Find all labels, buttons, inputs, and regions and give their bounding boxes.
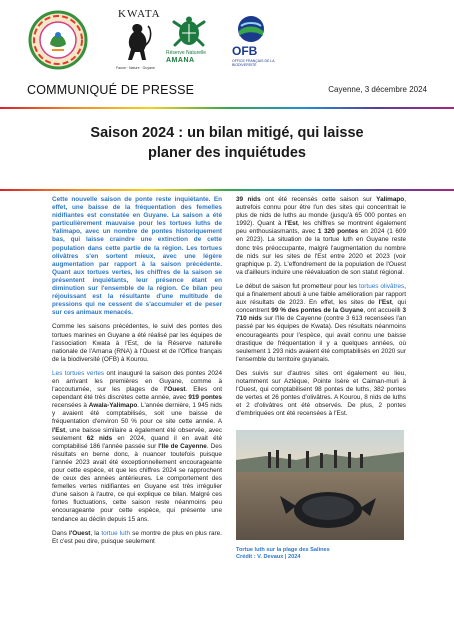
text-span: Le début de saison fut prometteur pour les xyxy=(236,282,359,290)
monitoring-paragraph: Comme les saisons précédentes, le suivi des pontes des tortues marines en Guyane a été réalisé par les équipes de l'association Kwata à l'Est, de la Réserve naturelle nationale de l'Amana (RNA) à l'Ouest et de l'Office français de la biodiversité (OFB) à Kourou. xyxy=(52,323,222,363)
rainbow-divider-top xyxy=(0,107,454,109)
text-span: ont inauguré la saison des pontes 2024 en arrivant les premières en Guyane, comme à l'accoutumée, sur les plages de xyxy=(52,369,223,394)
awala-bold: Awala-Yalimapo xyxy=(88,402,138,410)
left-column xyxy=(52,196,222,552)
text-span: . Elles ont cependant été très discrètes cette année, avec xyxy=(52,386,222,402)
title-line-1: Saison 2024 : un bilan mitigé, qui laisse xyxy=(90,125,364,141)
press-header xyxy=(27,83,427,99)
association-circle-logo xyxy=(28,10,88,70)
turtle-icon xyxy=(172,16,206,48)
amana-logo-line1: Réserve Naturelle xyxy=(166,50,207,56)
ofb-emblem-icon xyxy=(236,14,266,44)
count-62-bold: 62 nids xyxy=(86,434,113,442)
olive-ridley-paragraph xyxy=(236,283,406,364)
logo-row xyxy=(28,6,428,76)
yalimapo-bold: Yalimapo xyxy=(376,196,405,203)
leatherback-highlight: tortue luth xyxy=(101,529,131,537)
ouest-bold-2: l'Ouest xyxy=(69,529,91,537)
monkey-icon xyxy=(120,22,154,62)
ofb-logo-title: OFB xyxy=(232,44,258,58)
text-span: se montre de plus en plus rare. Et c'est peu dire, puisque seulement xyxy=(52,529,223,545)
kwata-logo-title: KWATA xyxy=(118,8,161,20)
text-span: . L'année dernière, 1 945 nids y avaient été comptabilisés, soit une baisse de fréquentation d'environ 50 % pour ce site cette année. A xyxy=(52,402,222,426)
caption-credit: Crédit : V. Devaux | 2024 xyxy=(236,553,301,560)
green-turtle-highlight: Les tortues vertes xyxy=(52,369,105,377)
page-title xyxy=(0,123,454,163)
count-3710-bold: 3 710 nids xyxy=(236,307,407,323)
title-line-2: planer des inquiétudes xyxy=(148,145,306,161)
text-span: , la xyxy=(90,529,102,537)
count-39-bold: 39 nids xyxy=(236,196,261,203)
cayenne-bold: l'Ile de Cayenne xyxy=(158,442,207,450)
kwata-logo-tagline: Faune · Nature · Guyane xyxy=(116,66,155,70)
text-span: , qui a finalement abouti à une faible amélioration par rapport aux résultats de 2023. En effet, les sites de xyxy=(236,282,406,307)
reserve-amana-logo xyxy=(166,16,212,72)
count-1320-bold: 1 320 pontes xyxy=(317,228,359,236)
photo-caption xyxy=(236,547,406,561)
ouest-bold: l'Ouest xyxy=(164,386,186,394)
green-turtle-paragraph xyxy=(52,370,222,524)
text-span: Dans xyxy=(52,529,69,537)
right-column xyxy=(236,196,406,561)
pct-99-bold: 99 % des pontes de la Guyane xyxy=(271,307,364,315)
text-span: ont été recensés cette saison sur xyxy=(260,196,377,203)
rainbow-divider-bottom xyxy=(0,189,454,191)
press-release-label: COMMUNIQUÉ DE PRESSE xyxy=(27,83,195,97)
est-bold-3: l'Est xyxy=(378,299,392,307)
leatherback-beach-photo xyxy=(236,430,404,540)
olive-ridley-highlight: tortues olivâtres xyxy=(358,282,405,290)
text-span: . Des résultats en berne donc, à nuancer toutefois puisque l'année 2023 avait été exceptionnellement encourageante pour cette espèce, et que les chiffres 2024 se rapprochent de ceux des années antérieures. Le comportement des femelles vertes nidifiantes en Guyane est très irrégulier d'une saison à l'autre, ce qui explique ce bilan. Malgré ces fortes fluctuations, cette saison reste néanmoins peu encourageante pour cette espèce, qui présente une tendance au déclin depuis 15 ans. xyxy=(52,442,222,523)
text-span: sur l'Ile de Cayenne (contre 3 613 recensées l'an passé par les équipes de Kwata). Des résultats néanmoins encourageants pour l'espèce, qui avait connu une baisse drastique de fréquentation il y a quelques années, où seulement 1 293 nids avaient été comptabilisés en 2020 sur l'ensemble du territoire guyanais. xyxy=(236,315,407,363)
intro-paragraph: Cette nouvelle saison de ponte reste inquiétante. En effet, une baisse de la fréquentation des femelles nidifiantes est constatée en Guyane. La saison a été particulièrement mauvaise pour les tortues luths de Yalimapo, avec un nombre de pontes historiquement bas, qui laisse craindre une extinction de cette population dans cette partie de la région. Les tortues olivâtres s'en sortent mieux, avec une légère augmentation par rapport à la saison précédente. Quant aux tortues vertes, les chiffres de la saison se présentent inquiétants, leur présence étant en diminution sur l'ensemble de la région. Ce bilan peu réjouissant est la résultante d'une multitude de pressions qui ne cessent de s'accumuler et de peser sur ces animaux menacés. xyxy=(52,196,222,317)
leatherback-paragraph-continued xyxy=(236,196,406,277)
text-span: , ont accueilli xyxy=(363,307,403,315)
est-bold: l'Est xyxy=(52,426,66,434)
kwata-logo xyxy=(116,8,161,70)
text-span: , qui concentrent xyxy=(236,299,406,315)
text-span: en 2024 (1 609 en 2023). La situation de la tortue luth en Guyane reste donc très préoccupante, malgré l'augmentation du nombre de nids sur les sites de l'Est entre 2020 et 2023 (voir graphique p. 2). L'effondrement de la population de l'Ouest va d'ailleurs induire une réévaluation de son statut régional. xyxy=(236,228,407,276)
est-bold-2: l'Est xyxy=(284,220,298,228)
ofb-logo xyxy=(230,14,280,72)
ofb-logo-subtitle: OFFICE FRANÇAIS DE LA BIODIVERSITÉ xyxy=(232,59,275,67)
text-span: en 2024, quand il en avait été comptabilisé 186 l'année passée sur xyxy=(52,434,222,450)
leatherback-paragraph-start xyxy=(52,530,222,546)
text-span: , les chiffres se montrent également peu enthousiasmants, avec xyxy=(236,220,406,236)
text-span: , autrefois connu pour être l'un des sites qui concentrait le plus de nids de luths au monde (jusqu'à 65 000 pontes en 1992). Quant à xyxy=(236,196,406,228)
caption-title: Tortue luth sur la plage des Salines xyxy=(236,546,330,553)
release-date: Cayenne, 3 décembre 2024 xyxy=(328,85,427,94)
amana-logo-line2: AMANA xyxy=(166,57,195,64)
text-span: recensées à xyxy=(52,402,89,410)
count-919-bold: 919 pontes xyxy=(188,394,222,402)
other-sites-paragraph: Des suivis sur d'autres sites ont également eu lieu, notamment sur Aztèque, Pointe Isère et Caiman-muri à l'Ouest, qui comptabilisent 98 pontes de luths, 382 pontes de vertes et 26 pontes d'olivâtres. A Kourou, 8 nids de luths et 2 d'olivâtres ont été observés. De plus, 2 pontes d'embriquées ont été recensées à l'Est. xyxy=(236,369,406,418)
text-span: , une baisse similaire a également été observée, avec seulement xyxy=(52,426,222,442)
